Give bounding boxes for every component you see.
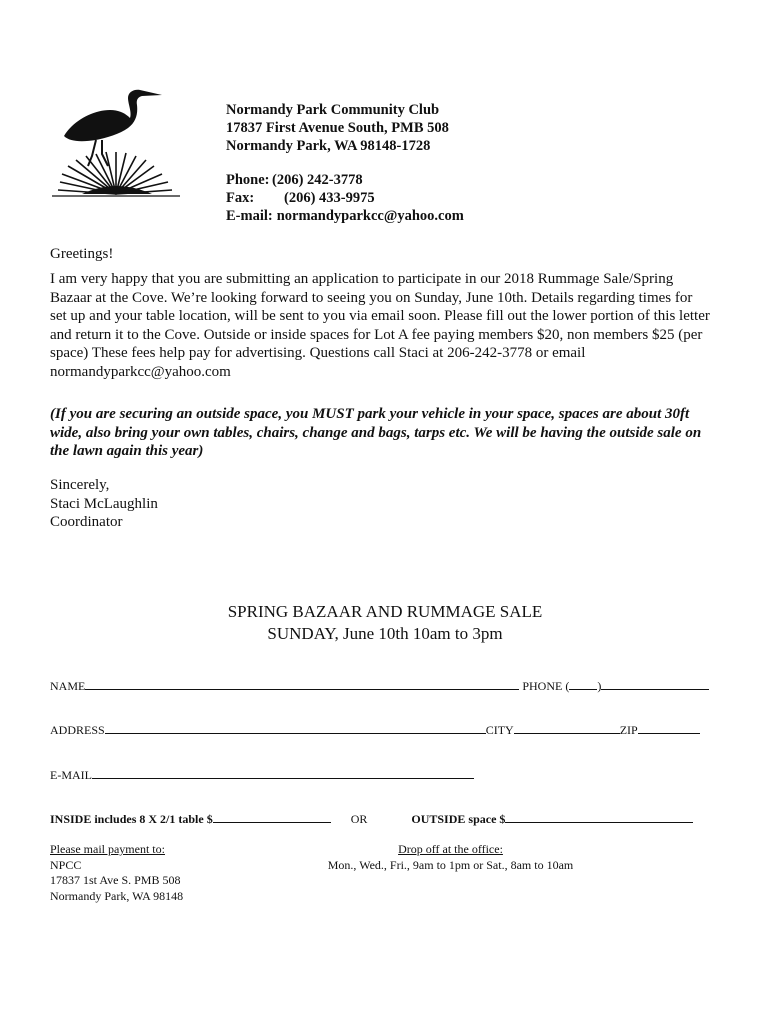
email-row-form — [50, 768, 474, 783]
phone-row — [226, 171, 464, 189]
paragraph-line: I am very happy that you are submitting an application to participate in our 2018 Rummage Sale/Spring — [50, 271, 674, 287]
org-city: Normandy Park, WA 98148-1728 — [226, 138, 431, 154]
phone-field-label: PHONE ( — [522, 679, 570, 693]
letterhead — [226, 101, 464, 225]
email-field-label: E-MAIL — [50, 768, 92, 782]
city-field[interactable] — [514, 723, 620, 734]
heron-logo — [52, 86, 180, 204]
drop-heading: Drop off at the office: — [398, 842, 503, 856]
greeting: Greetings! — [50, 246, 114, 262]
paragraph-line: normandyparkcc@yahoo.com — [50, 363, 231, 380]
signer-title: Coordinator — [50, 514, 123, 530]
paragraph-line: and return it to the Cove. Outside or inside spaces for Lot A fee paying members $20, non members $25 (per — [50, 326, 703, 343]
email-value[interactable]: normandyparkcc@yahoo.com — [276, 208, 464, 224]
address-label: ADDRESS — [50, 723, 105, 737]
form-title-block — [0, 601, 770, 645]
outside-label: OUTSIDE space $ — [411, 812, 506, 826]
phone-paren: ) — [597, 679, 602, 693]
inside-label: INSIDE includes 8 X 2/1 table $ — [50, 812, 213, 826]
name-row — [50, 679, 709, 694]
fax-label: Fax: — [226, 190, 255, 206]
signature-block — [50, 476, 158, 532]
note-line: wide, also bring your own tables, chairs, change and bags, tarps etc. We will be having the outside sale on — [50, 424, 702, 441]
or-label: OR — [350, 812, 368, 826]
note-line: (If you are securing an outside space, you MUST park your vehicle in your space, spaces are about 30ft — [50, 406, 690, 422]
city-label: CITY — [485, 723, 514, 737]
outside-amount-field[interactable] — [505, 812, 693, 823]
email-field[interactable] — [92, 768, 474, 779]
phone-value: (206) 242-3778 — [272, 172, 363, 188]
name-field[interactable] — [85, 679, 519, 690]
letter-paragraph — [50, 270, 722, 381]
phone-field[interactable] — [601, 679, 709, 690]
mail-line: Normandy Park, WA 98148 — [50, 888, 184, 903]
form-subtitle: SUNDAY, June 10th 10am to 3pm — [267, 624, 503, 643]
inside-amount-field[interactable] — [213, 812, 331, 823]
fax-row — [226, 189, 464, 207]
closing-word: Sincerely, — [50, 477, 110, 493]
org-street: 17837 First Avenue South, PMB 508 — [226, 120, 449, 136]
paragraph-line: set up and your table location, will be sent to you via email soon. Please fill out the lower portion of this letter — [50, 308, 710, 324]
outside-space-note — [50, 405, 722, 461]
email-row — [226, 207, 464, 225]
mail-line: NPCC — [50, 857, 82, 872]
mail-line: 17837 1st Ave S. PMB 508 — [50, 873, 181, 887]
mail-payment-block — [50, 842, 183, 904]
space-selection-row — [50, 812, 722, 827]
org-name: Normandy Park Community Club — [226, 102, 440, 118]
signer-name: Staci McLaughlin — [50, 495, 158, 512]
address-row — [50, 723, 700, 738]
area-code-field[interactable] — [569, 679, 597, 690]
zip-field[interactable] — [638, 723, 700, 734]
email-label: E-mail: — [226, 208, 273, 224]
fax-value: (206) 433-9975 — [284, 190, 375, 206]
paragraph-line: Bazaar at the Cove. We’re looking forward to seeing you on Sunday, June 10th. Details regarding times for — [50, 289, 693, 306]
address-field[interactable] — [105, 723, 486, 734]
name-label: NAME — [50, 679, 86, 693]
drop-off-block — [322, 842, 579, 873]
paragraph-line: space) These fees help pay for advertising. Questions call Staci at 206-242-3778 or email — [50, 345, 586, 361]
phone-label: Phone: — [226, 172, 270, 188]
note-line: the lawn again this year) — [50, 443, 204, 459]
form-title: SPRING BAZAAR AND RUMMAGE SALE — [227, 602, 543, 621]
mail-heading: Please mail payment to: — [50, 842, 165, 856]
drop-hours: Mon., Wed., Fri., 9am to 1pm or Sat., 8am to 10am — [327, 857, 574, 872]
zip-label: ZIP — [619, 723, 638, 737]
